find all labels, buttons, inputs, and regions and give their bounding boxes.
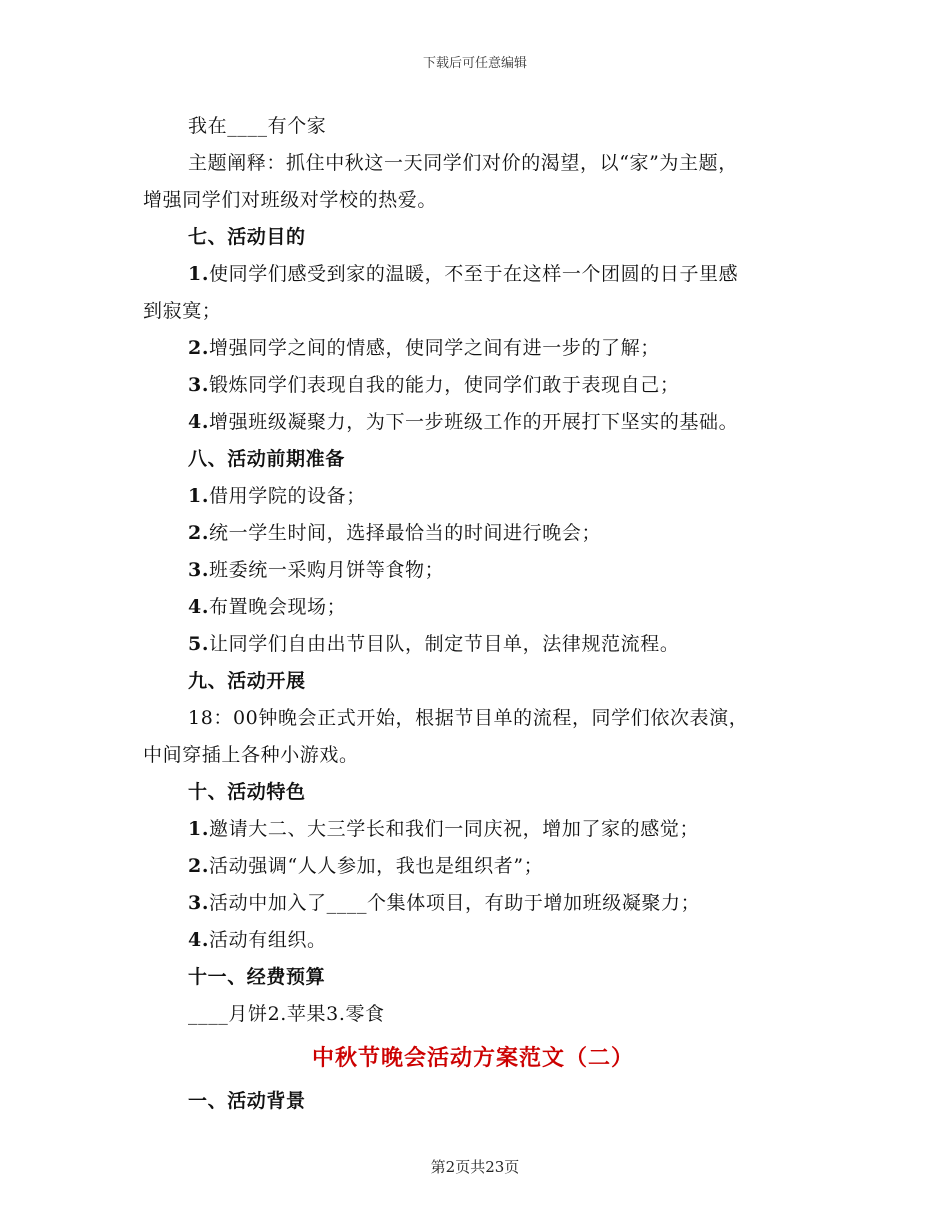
section-heading: 七、活动目的 (188, 226, 306, 248)
line-text: 班委统一采购月饼等食物； (209, 559, 445, 581)
line-text: 增强同学们对班级对学校的热爱。 (143, 189, 438, 211)
section-title: 中秋节晚会活动方案范文（二） (311, 1045, 634, 1071)
item-number: 3. (188, 374, 210, 396)
numbered-item (143, 589, 803, 626)
line-text: 主题阐释：抓住中秋这一天同学们对价的渴望，以“家”为主题， (188, 152, 738, 174)
line-text: 活动强调“人人参加，我也是组织者”； (209, 855, 544, 877)
section-heading: 十一、经费预算 (188, 966, 326, 988)
line-text: 到寂寞； (143, 300, 222, 322)
numbered-item (143, 552, 803, 589)
item-number: 4. (188, 411, 210, 433)
line-text: 使同学们感受到家的温暖，不至于在这样一个团圆的日子里感 (209, 263, 739, 285)
paragraph-line (143, 293, 803, 330)
line-text: 活动有组织。 (209, 929, 327, 951)
item-number: 4. (188, 596, 210, 618)
item-number: 1. (188, 485, 210, 507)
document-body (143, 108, 803, 1120)
line-text: ____月饼2.苹果3.零食 (188, 1003, 385, 1025)
numbered-item (143, 626, 803, 663)
numbered-item (143, 256, 803, 293)
numbered-item (143, 404, 803, 441)
line-text: 我在____有个家 (188, 115, 327, 137)
line-text: 布置晚会现场； (209, 596, 347, 618)
numbered-item (143, 478, 803, 515)
paragraph-line (143, 182, 803, 219)
numbered-item (143, 367, 803, 404)
line-text: 活动中加入了____个集体项目，有助于增加班级凝聚力； (209, 892, 701, 914)
paragraph-line (143, 108, 803, 145)
line-text: 增强班级凝聚力，为下一步班级工作的开展打下坚实的基础。 (209, 411, 739, 433)
paragraph-line (143, 996, 803, 1033)
item-number: 2. (188, 337, 210, 359)
numbered-item (143, 515, 803, 552)
numbered-item (143, 885, 803, 922)
page-header: 下载后可任意编辑 (422, 56, 527, 71)
numbered-item (143, 848, 803, 885)
paragraph-line (143, 145, 803, 182)
numbered-item (143, 330, 803, 367)
paragraph-line (143, 700, 803, 737)
item-number: 1. (188, 263, 210, 285)
line-text: 增强同学之间的情感，使同学之间有进一步的了解； (209, 337, 660, 359)
section-heading: 一、活动背景 (188, 1090, 306, 1112)
line-text: 邀请大二、大三学长和我们一同庆祝，增加了家的感觉； (209, 818, 700, 840)
line-text: 18：00钟晚会正式开始，根据节目单的流程，同学们依次表演， (188, 707, 749, 729)
item-number: 1. (188, 818, 210, 840)
item-number: 3. (188, 892, 210, 914)
line-text: 中间穿插上各种小游戏。 (143, 744, 359, 766)
section-heading: 十、活动特色 (188, 781, 306, 803)
item-number: 2. (188, 522, 210, 544)
numbered-item (143, 922, 803, 959)
line-text: 借用学院的设备； (209, 485, 366, 507)
item-number: 5. (188, 633, 210, 655)
section-heading: 九、活动开展 (188, 670, 306, 692)
item-number: 3. (188, 559, 210, 581)
section-heading: 八、活动前期准备 (188, 448, 345, 470)
line-text: 让同学们自由出节目队，制定节目单，法律规范流程。 (209, 633, 680, 655)
item-number: 2. (188, 855, 210, 877)
page-footer: 第2页共23页 (430, 1158, 520, 1176)
line-text: 统一学生时间，选择最恰当的时间进行晚会； (209, 522, 602, 544)
numbered-item (143, 811, 803, 848)
item-number: 4. (188, 929, 210, 951)
paragraph-line (143, 737, 803, 774)
line-text: 锻炼同学们表现自我的能力，使同学们敢于表现自己； (209, 374, 680, 396)
